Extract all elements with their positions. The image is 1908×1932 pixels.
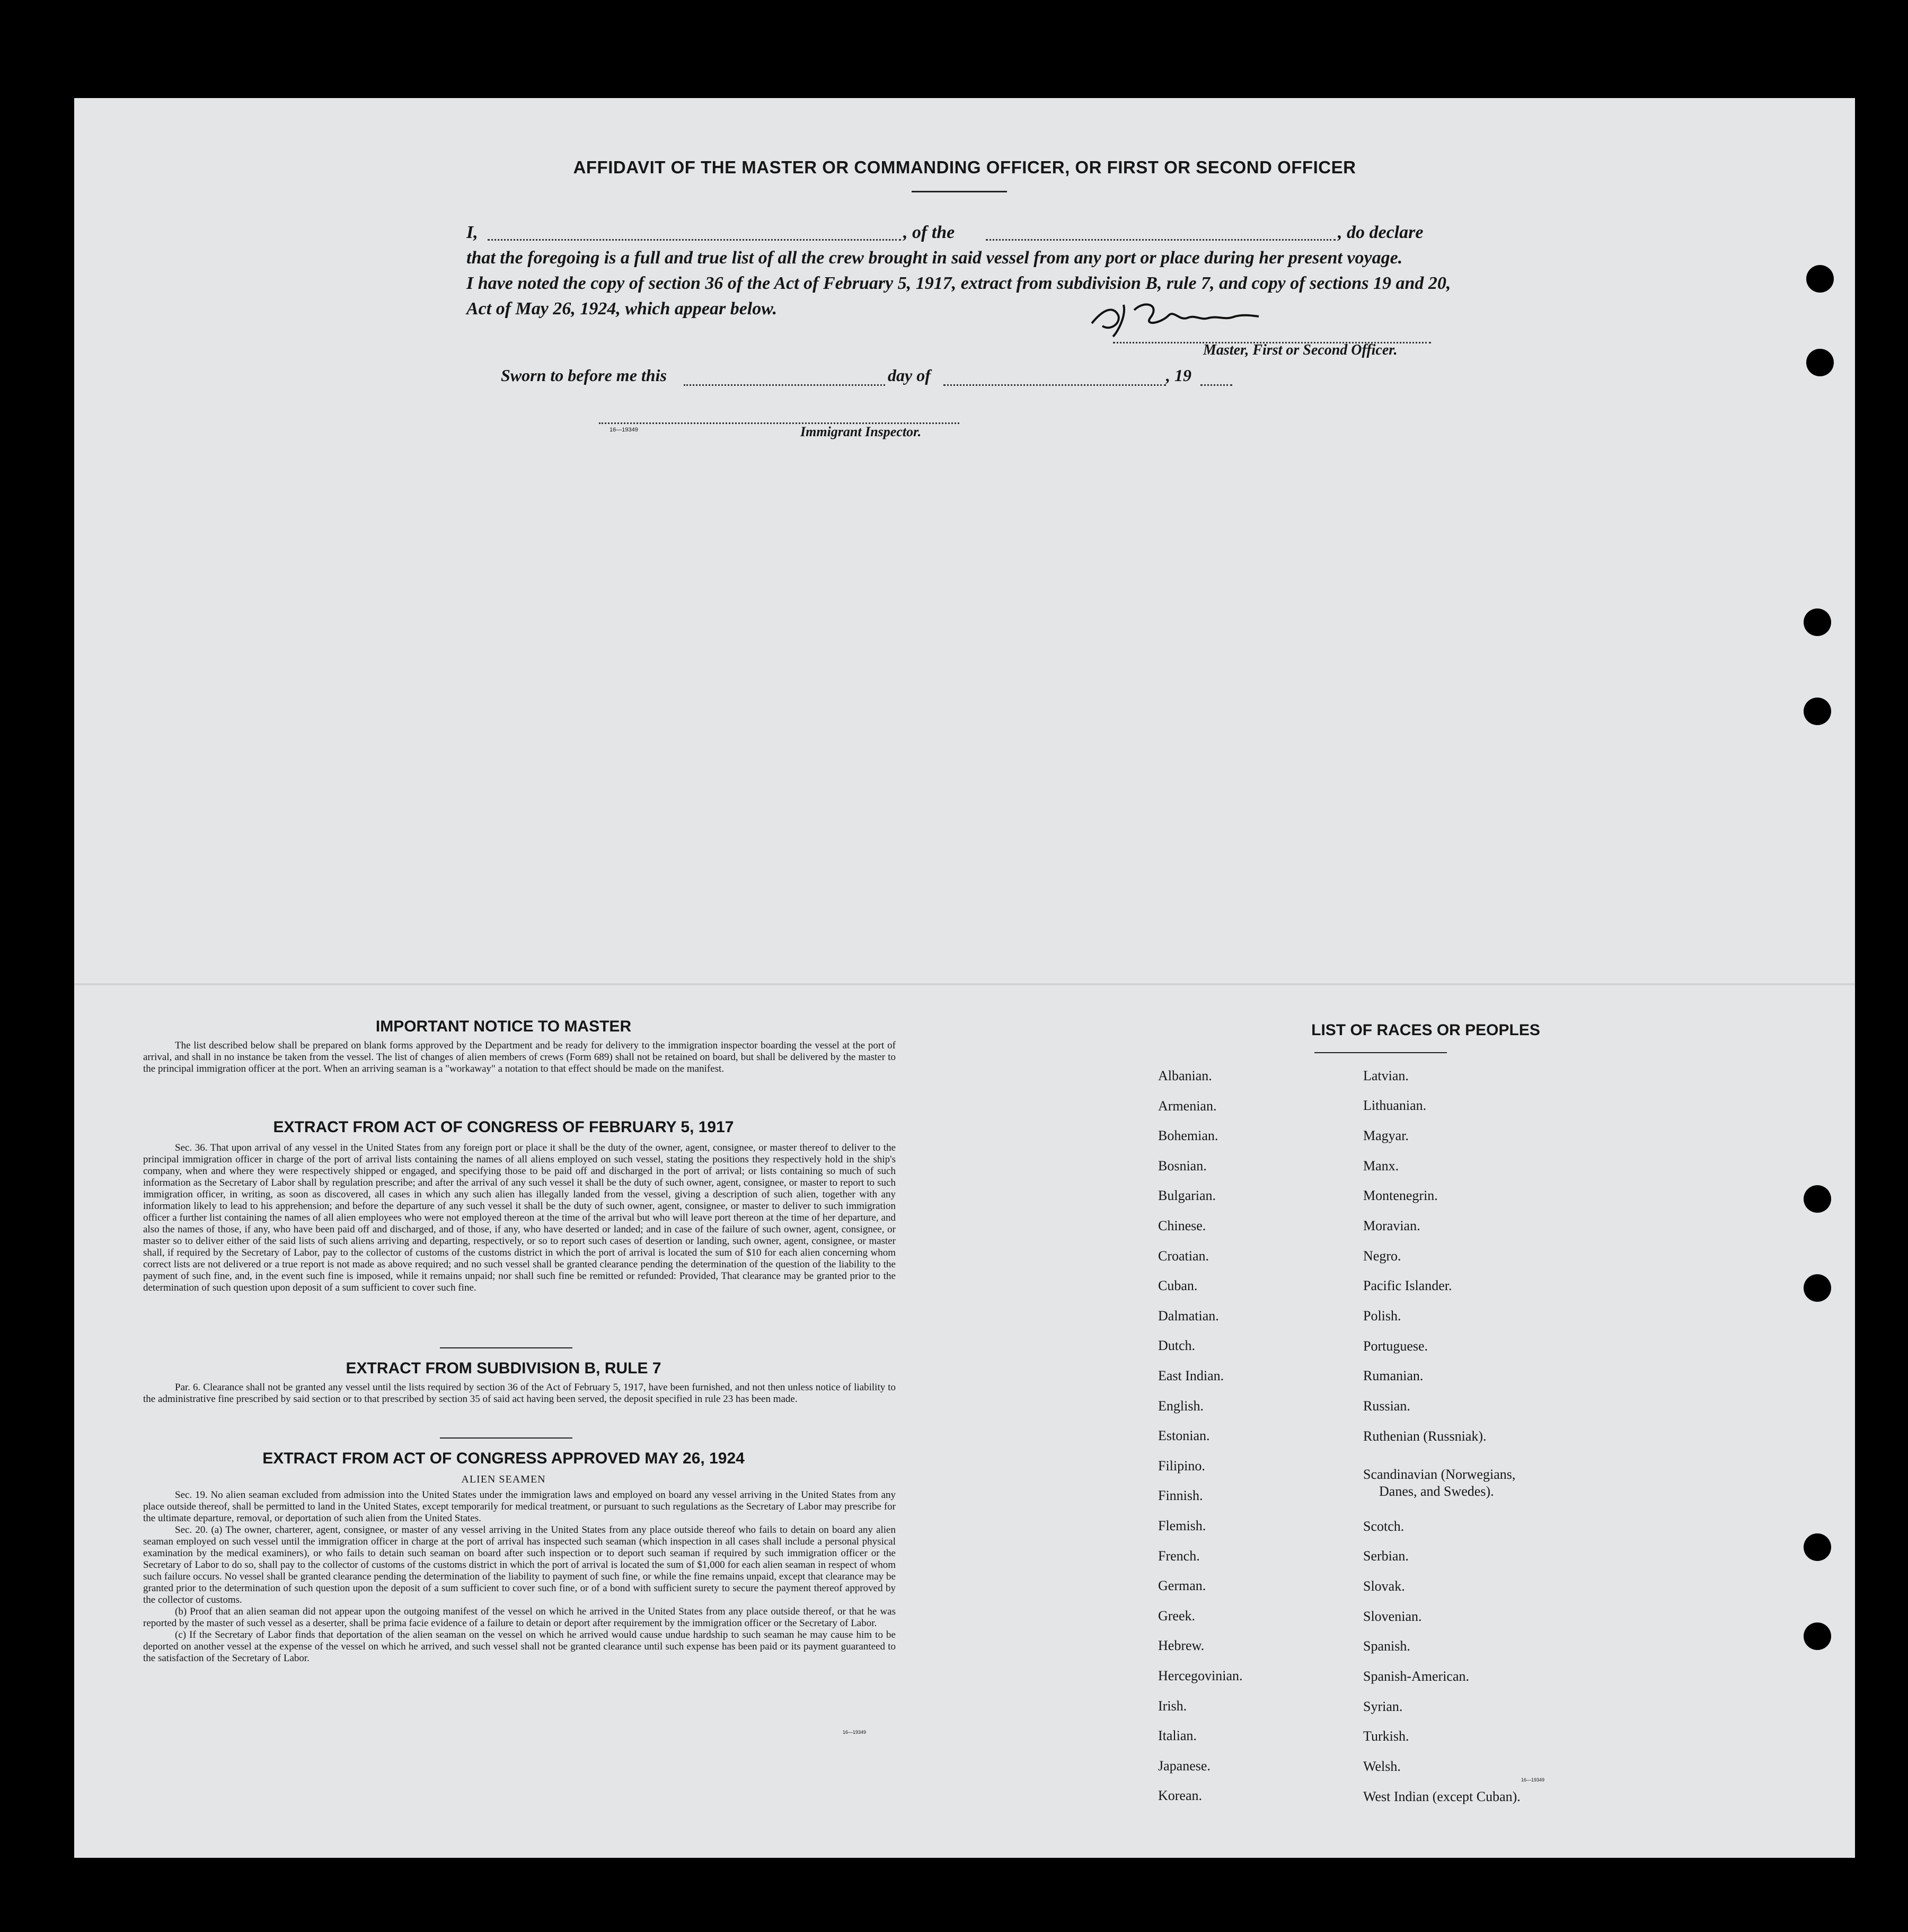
sworn-prefix: Sworn to before me this xyxy=(501,366,667,385)
punch-hole xyxy=(1804,1622,1831,1650)
divider xyxy=(440,1437,572,1439)
race-item: Montenegrin. xyxy=(1363,1188,1438,1203)
extract-1917-text: Sec. 36. That upon arrival of any vessel in the United States from any foreign port or place it shall be the duty of the owner, agent, consignee, or master thereof to deliver to the principal immigration officer in charge of the port of arrival lists containing the names of all aliens employed on such vessel, stating the positions they respectively hold in the ship's company, when and where they were respectively shipped or engaged, and specifying those to be paid off and discharged in the port of arrival; or lists containing so much of such information as the Secretary of Labor shall by regulation prescribe; and after the arrival of any such vessel it shall be the duty of such owner, agent, consignee, or master to report to such immigration officer, in writing, as soon as discovered, all cases in which any such alien has illegally landed from the vessel, giving a description of such alien, together with any information likely to lead to his apprehension; and before the departure of any such vessel it shall be the duty of such owner, agent, consignee, or master to deliver to such immigration officer a further list containing the names of all alien employees who were not employed thereon at the time of the arrival but who will leave port thereon at the time of her departure, and also the names of those, if any, who have been paid off and discharged, and of those, if any, who have deserted or landed; and in case of the failure of such owner, agent, consignee, or master so to deliver either of the said lists of such aliens arriving and departing, respectively, or so to report such cases of desertion or landing, such owner, agent, consignee, or master shall, if required by the Secretary of Labor, pay to the collector of customs of the customs district in which the port of arrival is located the sum of $10 for each alien concerning whom correct lists are not delivered or a true report is not made as above required; and no such vessel shall be granted clearance pending the determination of the question of the liability to the payment of such fine, and, in the event such fine is imposed, while it remains unpaid; nor shall such fine be remitted or refunded: Provided, That clearance may be granted prior to the determination of such question upon deposit of a sum sufficient to cover such fine. xyxy=(143,1142,896,1293)
title-underline xyxy=(912,191,1007,192)
race-item: Negro. xyxy=(1363,1248,1401,1264)
race-item: Irish. xyxy=(1158,1698,1187,1714)
race-item: Croatian. xyxy=(1158,1248,1209,1264)
race-item: Serbian. xyxy=(1363,1548,1409,1564)
notice-text: The list described below shall be prepared on blank forms approved by the Department and be ready for delivery to the immigration inspector boarding the vessel at the port of arrival, and shall in no instance be taken from the vessel. The list of changes of alien members of crews (Form 689) shall not be retained on board, but shall be delivered by the master to the principal immigration officer at the port. When an arriving seaman is a "workaway" a notation to that effect should be made on the manifest. xyxy=(143,1040,896,1074)
race-item: Welsh. xyxy=(1363,1759,1401,1774)
extract-1924-subtitle: ALIEN SEAMEN xyxy=(461,1474,546,1485)
sec20a-text: Sec. 20. (a) The owner, charterer, agent, consignee, or master of any vessel arriving in the United States from any place outside thereof who fails to detain on board any alien seaman employed on such vessel until the immigration officer in charge at the port of arrival has inspected such seaman (which inspection in all cases shall include a personal physical examination by the medical examiners), or who fails to detain such seaman on board after such inspection or to deport such seaman if required by such immigration officer or the Secretary of Labor to do so, shall pay to the collector of customs of the customs district in which the port of arrival is located the sum of $1,000 for each alien seaman in respect of whom such failure occurs. No vessel shall be granted clearance pending the determination of the liability to payment of such fine, or while the fine remains unpaid, except that clearance may be granted prior to the determination of such question upon the deposit of a sum sufficient to cover such fine, or of a bond with sufficient surety to secure the payment thereof approved by the collector of customs. xyxy=(143,1524,896,1605)
punch-hole xyxy=(1804,698,1831,725)
affidavit-line-2: that the foregoing is a full and true list of all the crew brought in said vessel from any port or place during her present voyage. xyxy=(466,248,1403,268)
form-number-left: 16—19349 xyxy=(843,1730,867,1735)
master-signature xyxy=(1081,294,1261,342)
race-item: East Indian. xyxy=(1158,1368,1224,1383)
divider xyxy=(440,1347,572,1348)
sworn-day-label: day of xyxy=(888,366,931,385)
race-item: Syrian. xyxy=(1363,1699,1403,1714)
race-item: English. xyxy=(1158,1398,1204,1414)
race-item: Scandinavian (Norwegians, xyxy=(1363,1467,1516,1482)
race-item: Magyar. xyxy=(1363,1128,1409,1143)
race-item: Greek. xyxy=(1158,1608,1196,1624)
race-item: Dalmatian. xyxy=(1158,1308,1219,1324)
race-item: Danes, and Swedes). xyxy=(1379,1484,1494,1499)
race-item: Bulgarian. xyxy=(1158,1188,1216,1204)
punch-hole xyxy=(1806,349,1834,376)
fold-line xyxy=(74,983,1855,985)
race-item: Moravian. xyxy=(1363,1218,1420,1233)
race-item: Bosnian. xyxy=(1158,1158,1207,1174)
rule7-text: Par. 6. Clearance shall not be granted any vessel until the lists required by section 36 of the Act of February 5, 1917, have been furnished, and not then unless notice of liability to the administrative fine prescribed by said section or to that prescribed by section 35 of said act having been served, the deposit specified in rule 23 has been made. xyxy=(143,1382,896,1405)
race-item: Armenian. xyxy=(1158,1098,1217,1114)
signature-caption: Master, First or Second Officer. xyxy=(1203,342,1398,358)
punch-hole xyxy=(1804,1533,1831,1561)
punch-hole xyxy=(1804,1274,1831,1302)
race-item: Spanish-American. xyxy=(1363,1669,1470,1684)
race-item: Hercegovinian. xyxy=(1158,1668,1243,1683)
race-item: Filipino. xyxy=(1158,1458,1205,1474)
affidavit-title: AFFIDAVIT OF THE MASTER OR COMMANDING OFFICER, OR FIRST OR SECOND OFFICER xyxy=(573,157,1356,177)
race-item: Albanian. xyxy=(1158,1068,1212,1083)
sec20c-text: (c) If the Secretary of Labor finds that deportation of the alien seaman on the vessel on which he arrived would cause undue hardship to such seaman he may cause him to be deported on another vessel at the expense of the vessel on which he arrived, and such vessel shall not be granted clearance until such expense has been paid or its payment guaranteed to the satisfaction of the Secretary of Labor. xyxy=(143,1629,896,1664)
race-item: Chinese. xyxy=(1158,1218,1206,1233)
race-item: Portuguese. xyxy=(1363,1338,1428,1354)
races-title-underline xyxy=(1314,1052,1447,1053)
extract-1924-text xyxy=(143,1489,896,1664)
race-item: Dutch. xyxy=(1158,1338,1196,1354)
affidavit-line-3: I have noted the copy of section 36 of the Act of February 5, 1917, extract from subdivision B, rule 7, and copy of sections 19 and 20, xyxy=(466,274,1451,293)
race-item: Spanish. xyxy=(1363,1638,1410,1654)
rule7-title: EXTRACT FROM SUBDIVISION B, RULE 7 xyxy=(346,1360,661,1377)
race-item: Japanese. xyxy=(1158,1758,1211,1774)
sworn-year-label: , 19 xyxy=(1166,366,1191,385)
race-item: Polish. xyxy=(1363,1308,1401,1324)
vessel-name-field[interactable] xyxy=(986,239,1336,241)
sworn-day-field[interactable] xyxy=(684,384,885,386)
race-item: Estonian. xyxy=(1158,1428,1210,1444)
race-item: French. xyxy=(1158,1548,1200,1564)
vessel-prefix: , of the xyxy=(903,223,955,242)
race-item: German. xyxy=(1158,1578,1206,1594)
sworn-month-field[interactable] xyxy=(943,384,1166,386)
race-item: Finnish. xyxy=(1158,1488,1203,1504)
race-item: Manx. xyxy=(1363,1158,1399,1174)
declarant-name-field[interactable] xyxy=(488,239,901,241)
form-number-top: 16—19349 xyxy=(610,427,638,433)
sworn-year-field[interactable] xyxy=(1200,384,1232,386)
sec20b-text: (b) Proof that an alien seaman did not appear upon the outgoing manifest of the vessel on which he arrived in the United States from any place outside thereof, or that he was reported by the master of such vessel as a deserter, shall be prima facie evidence of a failure to detain or deport after requirement by the immigration officer or the Secretary of Labor. xyxy=(143,1606,896,1629)
race-item: Cuban. xyxy=(1158,1278,1198,1294)
race-item: West Indian (except Cuban). xyxy=(1363,1789,1521,1804)
race-item: Russian. xyxy=(1363,1398,1410,1414)
sec19-text: Sec. 19. No alien seaman excluded from admission into the United States under the immigration laws and employed on board any vessel arriving in the United States from any place outside thereof, shall be permitted to land in the United States, except temporarily for medical treatment, or pursuant to such regulations as the Secretary of Labor may prescribe for the ultimate departure, removal, or deportation of such alien from the United States. xyxy=(143,1489,896,1524)
races-title: LIST OF RACES OR PEOPLES xyxy=(1311,1021,1540,1039)
punch-hole xyxy=(1806,265,1834,293)
form-number-right: 16—19349 xyxy=(1521,1777,1545,1783)
punch-hole xyxy=(1804,608,1831,636)
race-item: Turkish. xyxy=(1363,1728,1409,1744)
notice-title: IMPORTANT NOTICE TO MASTER xyxy=(375,1018,632,1035)
race-item: Scotch. xyxy=(1363,1519,1404,1534)
extract-1924-title: EXTRACT FROM ACT OF CONGRESS APPROVED MAY 26, 1924 xyxy=(262,1450,745,1467)
race-item: Slovak. xyxy=(1363,1578,1405,1594)
document-sheet xyxy=(74,98,1855,1858)
race-item: Italian. xyxy=(1158,1728,1197,1744)
race-item: Lithuanian. xyxy=(1363,1098,1427,1113)
punch-hole xyxy=(1804,1185,1831,1213)
declare-suffix: , do declare xyxy=(1338,223,1424,242)
declarant-prefix: I, xyxy=(466,223,478,242)
affidavit-line-4: Act of May 26, 1924, which appear below. xyxy=(466,299,778,319)
extract-1917-title: EXTRACT FROM ACT OF CONGRESS OF FEBRUARY 5, 1917 xyxy=(273,1118,734,1136)
race-item: Ruthenian (Russniak). xyxy=(1363,1428,1487,1444)
race-item: Korean. xyxy=(1158,1788,1203,1804)
race-item: Flemish. xyxy=(1158,1518,1206,1533)
affidavit-line-1 xyxy=(466,220,1526,245)
race-item: Bohemian. xyxy=(1158,1128,1218,1144)
race-item: Latvian. xyxy=(1363,1068,1409,1083)
race-item: Pacific Islander. xyxy=(1363,1278,1452,1293)
race-item: Rumanian. xyxy=(1363,1368,1424,1383)
inspector-caption: Immigrant Inspector. xyxy=(800,424,922,439)
race-item: Slovenian. xyxy=(1363,1609,1422,1624)
race-item: Hebrew. xyxy=(1158,1638,1205,1654)
